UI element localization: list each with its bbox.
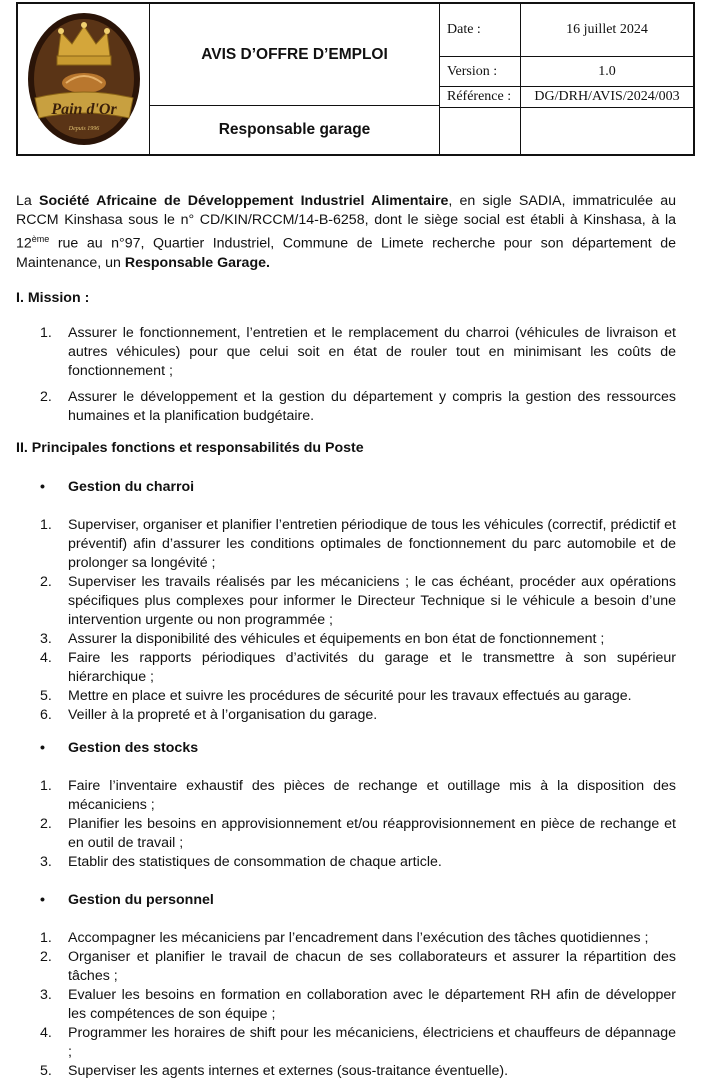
meta-row-reference — [440, 87, 693, 108]
document-title: AVIS D’OFFRE D’EMPLOI — [150, 4, 439, 106]
document-body — [16, 192, 676, 1081]
list-item: 1. Accompagner les mécaniciens par l’encadrement dans l’exécution des tâches quotidiennes ; — [40, 929, 649, 946]
position-name: Responsable Garage. — [124, 254, 270, 271]
reference-label: Référence : — [440, 87, 521, 107]
list-item: 2. Assurer le développement et la gestion du département y compris la gestion des ressources humaines et la planification budgétaire. — [40, 388, 676, 424]
mission-heading: I. Mission : — [16, 289, 90, 306]
list-item: 1. Faire l’inventaire exhaustif des pièces de rechange et outillage mis à la disposition des mécaniciens ; — [40, 777, 676, 813]
logo-tagline: Depuis 1996 — [68, 126, 99, 132]
document-header — [16, 2, 695, 156]
charroi-list — [16, 516, 676, 725]
list-item: 3. Assurer la disponibilité des véhicules et équipements en bon état de fonctionnement ; — [40, 630, 605, 647]
group-title-charroi: • Gestion du charroi — [16, 478, 676, 497]
mission-list — [16, 324, 676, 426]
job-title: Responsable garage — [218, 121, 371, 138]
meta-row-version — [440, 57, 693, 87]
company-name: Société Africaine de Développement Industriel Alimentaire — [38, 193, 449, 209]
functions-heading: II. Principales fonctions et responsabilités du Poste — [16, 439, 364, 456]
intro-paragraph: La Société Africaine de Développement Industriel Alimentaire, en sigle SADIA, immatriculée au RCCM Kinshasa sous le n° CD/KIN/RCCM/14-B-6258, dont le siège social est établi à Kinshasa, à la 12ème rue au n°97, Quartier Industriel, Commune de Limete recherche pour son département de Maintenance, un Responsable Garage. — [16, 193, 676, 271]
list-item: 2. Superviser les travails réalisés par les mécaniciens ; le cas échéant, procéder aux opérations spécifiques plus complexes pour informer le Directeur Technique si le véhicule a besoin d’une intervention urgente ou non programmée ; — [40, 573, 676, 628]
group-title-personnel: • Gestion du personnel — [16, 891, 676, 910]
group-title-stocks: • Gestion des stocks — [16, 739, 676, 758]
list-item: 1. Assurer le fonctionnement, l’entretien et le remplacement du charroi (véhicules de livraison et autres véhicules) pour que celui soit en état de rouler tout en minimisant les coûts de fonctionnement ; — [40, 324, 676, 379]
pain-dor-logo — [25, 10, 143, 148]
bullet-icon: • — [40, 478, 45, 495]
list-item: 4. Programmer les horaires de shift pour les mécaniciens, électriciens et chauffeurs de dépannage ; — [40, 1024, 676, 1060]
version-label: Version : — [440, 57, 521, 86]
version-value: 1.0 — [598, 63, 616, 79]
date-value: 16 juillet 2024 — [566, 22, 648, 37]
date-label: Date : — [440, 4, 521, 56]
list-item: 2. Organiser et planifier le travail de chacun de ses collaborateurs et assurer la répartition des tâches ; — [40, 948, 676, 984]
meta-row-empty — [440, 108, 693, 154]
list-item: 3. Etablir des statistiques de consommation de chaque article. — [40, 853, 442, 870]
bullet-icon: • — [40, 891, 45, 908]
title-cell — [150, 4, 440, 154]
meta-row-date — [440, 4, 693, 57]
list-item: 3. Evaluer les besoins en formation en collaboration avec le département RH afin de développer les compétences de son équipe ; — [40, 986, 676, 1022]
list-item: 5. Mettre en place et suivre les procédures de sécurité pour les travaux effectués au garage. — [40, 687, 632, 704]
bullet-icon: • — [40, 739, 45, 756]
personnel-list — [16, 929, 676, 1081]
meta-table — [440, 4, 693, 154]
list-item: 5. Superviser les agents internes et externes (sous-traitance éventuelle). — [40, 1062, 509, 1079]
reference-value: DG/DRH/AVIS/2024/003 — [534, 89, 680, 104]
logo-wordmark: Pain d'Or — [50, 101, 117, 118]
logo-cell — [18, 4, 150, 154]
list-item: 6. Veiller à la propreté et à l’organisation du garage. — [40, 706, 378, 723]
list-item: 4. Faire les rapports périodiques d’activités du garage et le transmettre à son supérieur hiérarchique ; — [40, 649, 676, 685]
stocks-list — [16, 777, 676, 872]
list-item: 2. Planifier les besoins en approvisionnement et/ou réapprovisionnement en pièce de rechange et en outil de travail ; — [40, 815, 676, 851]
list-item: 1. Superviser, organiser et planifier l’entretien périodique de tous les véhicules (correctif, prédictif et préventif) afin d’assurer les conditions optimales de fonctionnement du parc automobile et de prolonger sa longévité ; — [40, 516, 676, 571]
